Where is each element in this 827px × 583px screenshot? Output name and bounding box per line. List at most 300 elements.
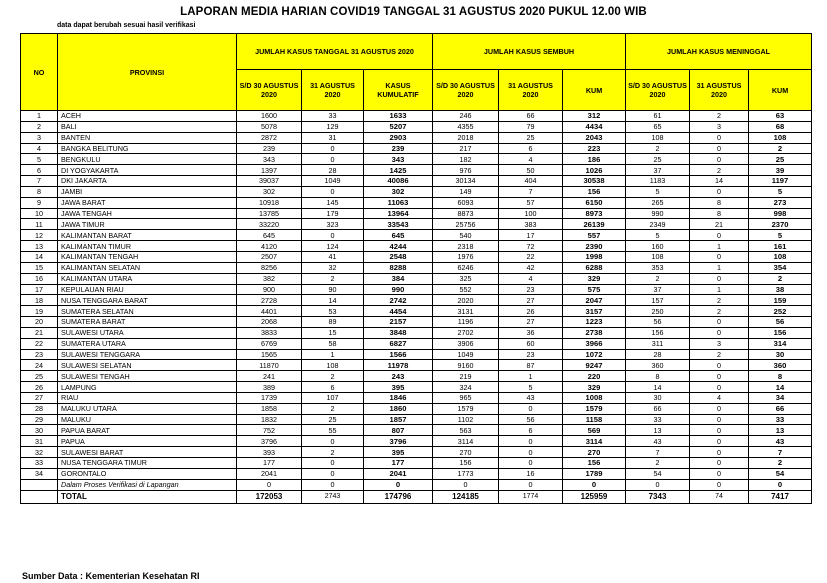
- cell-sembuh-hari: 404: [499, 176, 563, 187]
- cell-sembuh-kum: 1223: [563, 317, 626, 328]
- cell-meninggal-kum: 54: [749, 468, 812, 479]
- cell-provinsi: SUMATERA SELATAN: [58, 306, 237, 317]
- cell-sembuh-hari: 27: [499, 317, 563, 328]
- table-row: [21, 230, 812, 241]
- cell-sembuh-kum: 329: [563, 382, 626, 393]
- cell-sembuh-kum: 156: [563, 458, 626, 469]
- cell-sembuh-hari: 0: [499, 479, 563, 490]
- cell-kasus-hari: 90: [302, 284, 364, 295]
- cell-meninggal-kum: 63: [749, 111, 812, 122]
- cell-provinsi: BANTEN: [58, 132, 237, 143]
- cell-kasus-hari: 0: [302, 186, 364, 197]
- cell-kasus-sd: 3796: [237, 436, 302, 447]
- cell-sembuh-sd: 1579: [433, 403, 499, 414]
- cell-sembuh-sd: 2318: [433, 241, 499, 252]
- cell-meninggal-sd: 156: [626, 327, 690, 338]
- cell-kasus-hari: 0: [302, 479, 364, 490]
- header-kasus-hari: 31 AGUSTUS 2020: [302, 70, 364, 111]
- table-row: [21, 197, 812, 208]
- cell-no: 24: [21, 360, 58, 371]
- cell-sembuh-kum: 8973: [563, 208, 626, 219]
- cell-meninggal-kum: 25: [749, 154, 812, 165]
- cell-meninggal-hari: 0: [690, 230, 749, 241]
- cell-sembuh-sd: 182: [433, 154, 499, 165]
- cell-meninggal-kum: 43: [749, 436, 812, 447]
- cell-meninggal-kum: 68: [749, 121, 812, 132]
- cell-sembuh-hari: 5: [499, 382, 563, 393]
- cell-kasus-kum: 239: [364, 143, 433, 154]
- cell-provinsi: DI YOGYAKARTA: [58, 165, 237, 176]
- header-sembuh-sd: S/D 30 AGUSTUS 2020: [433, 70, 499, 111]
- table-row: [21, 317, 812, 328]
- cell-meninggal-hari: 2: [690, 111, 749, 122]
- table-row: [21, 121, 812, 132]
- cell-sembuh-sd: 324: [433, 382, 499, 393]
- cell-kasus-hari: 33: [302, 111, 364, 122]
- cell-kasus-kum: 11978: [364, 360, 433, 371]
- cell-sembuh-hari: 4: [499, 273, 563, 284]
- cell-sembuh-sd: 217: [433, 143, 499, 154]
- cell-provinsi: NUSA TENGGARA TIMUR: [58, 458, 237, 469]
- cell-meninggal-kum: 1197: [749, 176, 812, 187]
- cell-sembuh-sd: 25756: [433, 219, 499, 230]
- cell-sembuh-hari: 26: [499, 306, 563, 317]
- cell-kasus-kum: 1566: [364, 349, 433, 360]
- cell-sembuh-kum: 569: [563, 425, 626, 436]
- cell-sembuh-kum: 3114: [563, 436, 626, 447]
- cell-meninggal-sd: 2: [626, 273, 690, 284]
- cell-provinsi: KALIMANTAN TENGAH: [58, 251, 237, 262]
- cell-kasus-hari: 145: [302, 197, 364, 208]
- cell-no: 13: [21, 241, 58, 252]
- cell-meninggal-kum: 56: [749, 317, 812, 328]
- cell-kasus-sd: 1600: [237, 111, 302, 122]
- cell-meninggal-sd: 265: [626, 197, 690, 208]
- cell-sembuh-sd: 149: [433, 186, 499, 197]
- table-row: [21, 360, 812, 371]
- cell-no: 4: [21, 143, 58, 154]
- report-title: LAPORAN MEDIA HARIAN COVID19 TANGGAL 31 AGUSTUS 2020 PUKUL 12.00 WIB: [180, 6, 647, 18]
- cell-kasus-kum: 177: [364, 458, 433, 469]
- header-group-kasus: JUMLAH KASUS TANGGAL 31 AGUSTUS 2020: [237, 34, 433, 70]
- cell-meninggal-kum: 354: [749, 262, 812, 273]
- cell-kasus-kum: 11063: [364, 197, 433, 208]
- table-row: [21, 349, 812, 360]
- table-row: [21, 241, 812, 252]
- cell-sembuh-kum: 220: [563, 371, 626, 382]
- cell-sembuh-kum: 2047: [563, 295, 626, 306]
- cell-meninggal-sd: 108: [626, 251, 690, 262]
- cell-sembuh-kum: 30538: [563, 176, 626, 187]
- cell-kasus-sd: 172053: [237, 490, 302, 503]
- cell-no: 9: [21, 197, 58, 208]
- cell-meninggal-kum: 30: [749, 349, 812, 360]
- cell-sembuh-kum: 156: [563, 186, 626, 197]
- cell-kasus-hari: 0: [302, 436, 364, 447]
- cell-meninggal-sd: 5: [626, 186, 690, 197]
- cell-sembuh-kum: 1072: [563, 349, 626, 360]
- cell-meninggal-sd: 54: [626, 468, 690, 479]
- cell-kasus-sd: 39037: [237, 176, 302, 187]
- cell-kasus-hari: 0: [302, 458, 364, 469]
- table-row: [21, 447, 812, 458]
- header-meninggal-sd: S/D 30 AGUSTUS 2020: [626, 70, 690, 111]
- cell-meninggal-kum: 2370: [749, 219, 812, 230]
- cell-sembuh-kum: 6288: [563, 262, 626, 273]
- cell-kasus-hari: 108: [302, 360, 364, 371]
- cell-meninggal-kum: 252: [749, 306, 812, 317]
- cell-sembuh-kum: 2390: [563, 241, 626, 252]
- cell-sembuh-hari: 0: [499, 458, 563, 469]
- cell-provinsi: MALUKU UTARA: [58, 403, 237, 414]
- cell-meninggal-kum: 108: [749, 251, 812, 262]
- cell-no: 34: [21, 468, 58, 479]
- cell-meninggal-sd: 2: [626, 143, 690, 154]
- cell-no: [21, 490, 58, 503]
- cell-meninggal-sd: 7: [626, 447, 690, 458]
- cell-sembuh-sd: 3114: [433, 436, 499, 447]
- header-sembuh-hari: 31 AGUSTUS 2020: [499, 70, 563, 111]
- cell-sembuh-sd: 30134: [433, 176, 499, 187]
- table-row: [21, 208, 812, 219]
- cell-meninggal-hari: 0: [690, 458, 749, 469]
- cell-meninggal-hari: 0: [690, 414, 749, 425]
- cell-meninggal-hari: 21: [690, 219, 749, 230]
- table-row: [21, 186, 812, 197]
- cell-kasus-hari: 6: [302, 382, 364, 393]
- cell-meninggal-sd: 157: [626, 295, 690, 306]
- cell-provinsi: Dalam Proses Verifikasi di Lapangan: [58, 479, 237, 490]
- total-row: [21, 490, 812, 503]
- table-row: [21, 414, 812, 425]
- cell-kasus-sd: 1858: [237, 403, 302, 414]
- cell-kasus-sd: 393: [237, 447, 302, 458]
- cell-sembuh-hari: 23: [499, 349, 563, 360]
- cell-kasus-kum: 40086: [364, 176, 433, 187]
- cell-kasus-hari: 2: [302, 273, 364, 284]
- table-row: [21, 165, 812, 176]
- cell-provinsi: SULAWESI TENGGARA: [58, 349, 237, 360]
- cell-meninggal-sd: 8: [626, 371, 690, 382]
- cell-kasus-kum: 807: [364, 425, 433, 436]
- cell-no: 2: [21, 121, 58, 132]
- cell-kasus-sd: 33220: [237, 219, 302, 230]
- cell-kasus-sd: 1739: [237, 392, 302, 403]
- cell-provinsi: SUMATERA BARAT: [58, 317, 237, 328]
- cell-kasus-hari: 55: [302, 425, 364, 436]
- cell-no: 19: [21, 306, 58, 317]
- cell-kasus-kum: 990: [364, 284, 433, 295]
- cell-sembuh-kum: 223: [563, 143, 626, 154]
- cell-sembuh-kum: 6150: [563, 197, 626, 208]
- cell-kasus-hari: 58: [302, 338, 364, 349]
- cell-kasus-kum: 6827: [364, 338, 433, 349]
- cell-meninggal-hari: 0: [690, 403, 749, 414]
- cell-meninggal-kum: 314: [749, 338, 812, 349]
- cell-meninggal-hari: 0: [690, 479, 749, 490]
- cell-sembuh-sd: 563: [433, 425, 499, 436]
- cell-sembuh-sd: 976: [433, 165, 499, 176]
- cell-provinsi: KALIMANTAN BARAT: [58, 230, 237, 241]
- report-subtitle: data dapat berubah sesuai hasil verifikasi: [57, 22, 196, 29]
- table-row: [21, 219, 812, 230]
- cell-meninggal-sd: 0: [626, 479, 690, 490]
- cell-sembuh-hari: 17: [499, 230, 563, 241]
- cell-sembuh-kum: 557: [563, 230, 626, 241]
- cell-sembuh-kum: 26139: [563, 219, 626, 230]
- cell-sembuh-hari: 0: [499, 436, 563, 447]
- table-body: [21, 111, 812, 504]
- cell-meninggal-kum: 108: [749, 132, 812, 143]
- table-row: [21, 306, 812, 317]
- cell-sembuh-kum: 9247: [563, 360, 626, 371]
- cell-meninggal-sd: 311: [626, 338, 690, 349]
- cell-meninggal-sd: 250: [626, 306, 690, 317]
- table-row: [21, 382, 812, 393]
- cell-kasus-kum: 5207: [364, 121, 433, 132]
- cell-meninggal-kum: 998: [749, 208, 812, 219]
- cell-meninggal-hari: 0: [690, 186, 749, 197]
- cell-sembuh-sd: 552: [433, 284, 499, 295]
- cell-meninggal-kum: 159: [749, 295, 812, 306]
- table-row: [21, 132, 812, 143]
- header-provinsi: PROVINSI: [58, 34, 237, 111]
- cell-meninggal-kum: 360: [749, 360, 812, 371]
- cell-meninggal-sd: 37: [626, 165, 690, 176]
- cell-meninggal-sd: 66: [626, 403, 690, 414]
- cell-no: 10: [21, 208, 58, 219]
- cell-meninggal-sd: 30: [626, 392, 690, 403]
- cell-kasus-hari: 2743: [302, 490, 364, 503]
- cell-kasus-sd: 11870: [237, 360, 302, 371]
- cell-sembuh-hari: 72: [499, 241, 563, 252]
- cell-kasus-hari: 2: [302, 403, 364, 414]
- cell-provinsi: GORONTALO: [58, 468, 237, 479]
- cell-meninggal-kum: 66: [749, 403, 812, 414]
- cell-sembuh-sd: 9160: [433, 360, 499, 371]
- cell-meninggal-hari: 1: [690, 262, 749, 273]
- cell-kasus-sd: 5078: [237, 121, 302, 132]
- cell-meninggal-sd: 14: [626, 382, 690, 393]
- cell-no: 28: [21, 403, 58, 414]
- cell-meninggal-hari: 14: [690, 176, 749, 187]
- cell-meninggal-hari: 2: [690, 349, 749, 360]
- cell-kasus-sd: 4401: [237, 306, 302, 317]
- cell-kasus-kum: 174796: [364, 490, 433, 503]
- cell-meninggal-sd: 2349: [626, 219, 690, 230]
- header-meninggal-kum: KUM: [749, 70, 812, 111]
- cell-meninggal-kum: 273: [749, 197, 812, 208]
- cell-kasus-hari: 25: [302, 414, 364, 425]
- cell-meninggal-kum: 14: [749, 382, 812, 393]
- cell-provinsi: MALUKU: [58, 414, 237, 425]
- cell-kasus-hari: 129: [302, 121, 364, 132]
- cell-sembuh-sd: 246: [433, 111, 499, 122]
- cell-meninggal-kum: 156: [749, 327, 812, 338]
- cell-no: 20: [21, 317, 58, 328]
- cell-kasus-sd: 752: [237, 425, 302, 436]
- cell-sembuh-sd: 1049: [433, 349, 499, 360]
- table-row: [21, 425, 812, 436]
- cell-kasus-kum: 4244: [364, 241, 433, 252]
- cell-meninggal-sd: 990: [626, 208, 690, 219]
- cell-sembuh-hari: 383: [499, 219, 563, 230]
- cell-kasus-kum: 13964: [364, 208, 433, 219]
- cell-provinsi: JAWA TIMUR: [58, 219, 237, 230]
- cell-kasus-hari: 0: [302, 230, 364, 241]
- cell-sembuh-kum: 3157: [563, 306, 626, 317]
- cell-sembuh-kum: 1158: [563, 414, 626, 425]
- cell-kasus-kum: 1633: [364, 111, 433, 122]
- cell-meninggal-sd: 61: [626, 111, 690, 122]
- table-row: [21, 262, 812, 273]
- cell-sembuh-hari: 6: [499, 425, 563, 436]
- cell-sembuh-sd: 124185: [433, 490, 499, 503]
- table-row: [21, 295, 812, 306]
- cell-meninggal-hari: 3: [690, 338, 749, 349]
- cell-provinsi: KALIMANTAN UTARA: [58, 273, 237, 284]
- cell-kasus-sd: 241: [237, 371, 302, 382]
- cell-kasus-sd: 2068: [237, 317, 302, 328]
- cell-kasus-kum: 2041: [364, 468, 433, 479]
- cell-kasus-kum: 2903: [364, 132, 433, 143]
- cell-meninggal-hari: 0: [690, 273, 749, 284]
- cell-kasus-sd: 382: [237, 273, 302, 284]
- cell-kasus-sd: 343: [237, 154, 302, 165]
- cell-meninggal-kum: 34: [749, 392, 812, 403]
- table-row: [21, 273, 812, 284]
- cell-meninggal-sd: 13: [626, 425, 690, 436]
- cell-sembuh-kum: 1998: [563, 251, 626, 262]
- cell-kasus-sd: 4120: [237, 241, 302, 252]
- cell-kasus-sd: 2728: [237, 295, 302, 306]
- cell-kasus-kum: 395: [364, 447, 433, 458]
- cell-sembuh-kum: 312: [563, 111, 626, 122]
- cell-sembuh-sd: 325: [433, 273, 499, 284]
- cell-kasus-sd: 2507: [237, 251, 302, 262]
- cell-kasus-sd: 3833: [237, 327, 302, 338]
- cell-sembuh-sd: 1976: [433, 251, 499, 262]
- cell-no: 7: [21, 176, 58, 187]
- cell-no: 16: [21, 273, 58, 284]
- cell-meninggal-hari: 0: [690, 447, 749, 458]
- cell-no: 33: [21, 458, 58, 469]
- cell-no: 27: [21, 392, 58, 403]
- cell-kasus-hari: 2: [302, 371, 364, 382]
- cell-sembuh-kum: 3966: [563, 338, 626, 349]
- cell-no: 5: [21, 154, 58, 165]
- cell-sembuh-hari: 79: [499, 121, 563, 132]
- cell-sembuh-sd: 2702: [433, 327, 499, 338]
- cell-provinsi: KALIMANTAN TIMUR: [58, 241, 237, 252]
- cell-sembuh-sd: 2018: [433, 132, 499, 143]
- cell-kasus-sd: 389: [237, 382, 302, 393]
- cell-meninggal-sd: 108: [626, 132, 690, 143]
- cell-no: 32: [21, 447, 58, 458]
- cell-meninggal-sd: 353: [626, 262, 690, 273]
- cell-kasus-hari: 0: [302, 143, 364, 154]
- cell-provinsi: BALI: [58, 121, 237, 132]
- cell-kasus-kum: 395: [364, 382, 433, 393]
- cell-kasus-hari: 32: [302, 262, 364, 273]
- table-row: [21, 251, 812, 262]
- cell-sembuh-kum: 2738: [563, 327, 626, 338]
- cell-sembuh-kum: 1789: [563, 468, 626, 479]
- cell-meninggal-sd: 33: [626, 414, 690, 425]
- cell-sembuh-hari: 27: [499, 295, 563, 306]
- cell-sembuh-sd: 2020: [433, 295, 499, 306]
- cell-kasus-kum: 1857: [364, 414, 433, 425]
- cell-meninggal-hari: 0: [690, 360, 749, 371]
- cell-provinsi: PAPUA BARAT: [58, 425, 237, 436]
- cell-sembuh-hari: 66: [499, 111, 563, 122]
- cell-kasus-sd: 10918: [237, 197, 302, 208]
- cell-kasus-hari: 1049: [302, 176, 364, 187]
- cell-no: 11: [21, 219, 58, 230]
- cell-provinsi: SUMATERA UTARA: [58, 338, 237, 349]
- cell-provinsi: DKI JAKARTA: [58, 176, 237, 187]
- cell-kasus-sd: 2872: [237, 132, 302, 143]
- table-row: [21, 111, 812, 122]
- cell-sembuh-hari: 1774: [499, 490, 563, 503]
- cell-kasus-hari: 14: [302, 295, 364, 306]
- cell-kasus-hari: 15: [302, 327, 364, 338]
- cell-no: [21, 479, 58, 490]
- cell-sembuh-hari: 0: [499, 447, 563, 458]
- verification-row: [21, 479, 812, 490]
- cell-meninggal-hari: 2: [690, 295, 749, 306]
- cell-provinsi: ACEH: [58, 111, 237, 122]
- cell-meninggal-kum: 2: [749, 143, 812, 154]
- cell-meninggal-hari: 0: [690, 154, 749, 165]
- cell-sembuh-kum: 270: [563, 447, 626, 458]
- cell-sembuh-sd: 156: [433, 458, 499, 469]
- cell-kasus-sd: 900: [237, 284, 302, 295]
- cell-sembuh-sd: 6093: [433, 197, 499, 208]
- cell-kasus-kum: 2742: [364, 295, 433, 306]
- cell-meninggal-sd: 43: [626, 436, 690, 447]
- cell-provinsi: SULAWESI SELATAN: [58, 360, 237, 371]
- cell-meninggal-kum: 7417: [749, 490, 812, 503]
- cell-provinsi: JAMBI: [58, 186, 237, 197]
- cell-meninggal-sd: 56: [626, 317, 690, 328]
- cell-sembuh-sd: 965: [433, 392, 499, 403]
- cell-sembuh-hari: 23: [499, 284, 563, 295]
- cell-no: 23: [21, 349, 58, 360]
- cell-meninggal-hari: 0: [690, 132, 749, 143]
- cell-no: 22: [21, 338, 58, 349]
- cell-sembuh-kum: 186: [563, 154, 626, 165]
- cell-sembuh-sd: 1773: [433, 468, 499, 479]
- cell-kasus-sd: 13785: [237, 208, 302, 219]
- cell-sembuh-sd: 8873: [433, 208, 499, 219]
- cell-kasus-sd: 0: [237, 479, 302, 490]
- cell-no: 6: [21, 165, 58, 176]
- cell-meninggal-sd: 160: [626, 241, 690, 252]
- cell-kasus-kum: 384: [364, 273, 433, 284]
- cell-kasus-sd: 6769: [237, 338, 302, 349]
- table-row: [21, 403, 812, 414]
- cell-provinsi: KALIMANTAN SELATAN: [58, 262, 237, 273]
- cell-sembuh-sd: 1196: [433, 317, 499, 328]
- cell-kasus-hari: 2: [302, 447, 364, 458]
- cell-no: 14: [21, 251, 58, 262]
- cell-kasus-sd: 1565: [237, 349, 302, 360]
- cell-meninggal-hari: 0: [690, 382, 749, 393]
- header-sembuh-kum: KUM: [563, 70, 626, 111]
- table-row: [21, 154, 812, 165]
- cell-meninggal-sd: 2: [626, 458, 690, 469]
